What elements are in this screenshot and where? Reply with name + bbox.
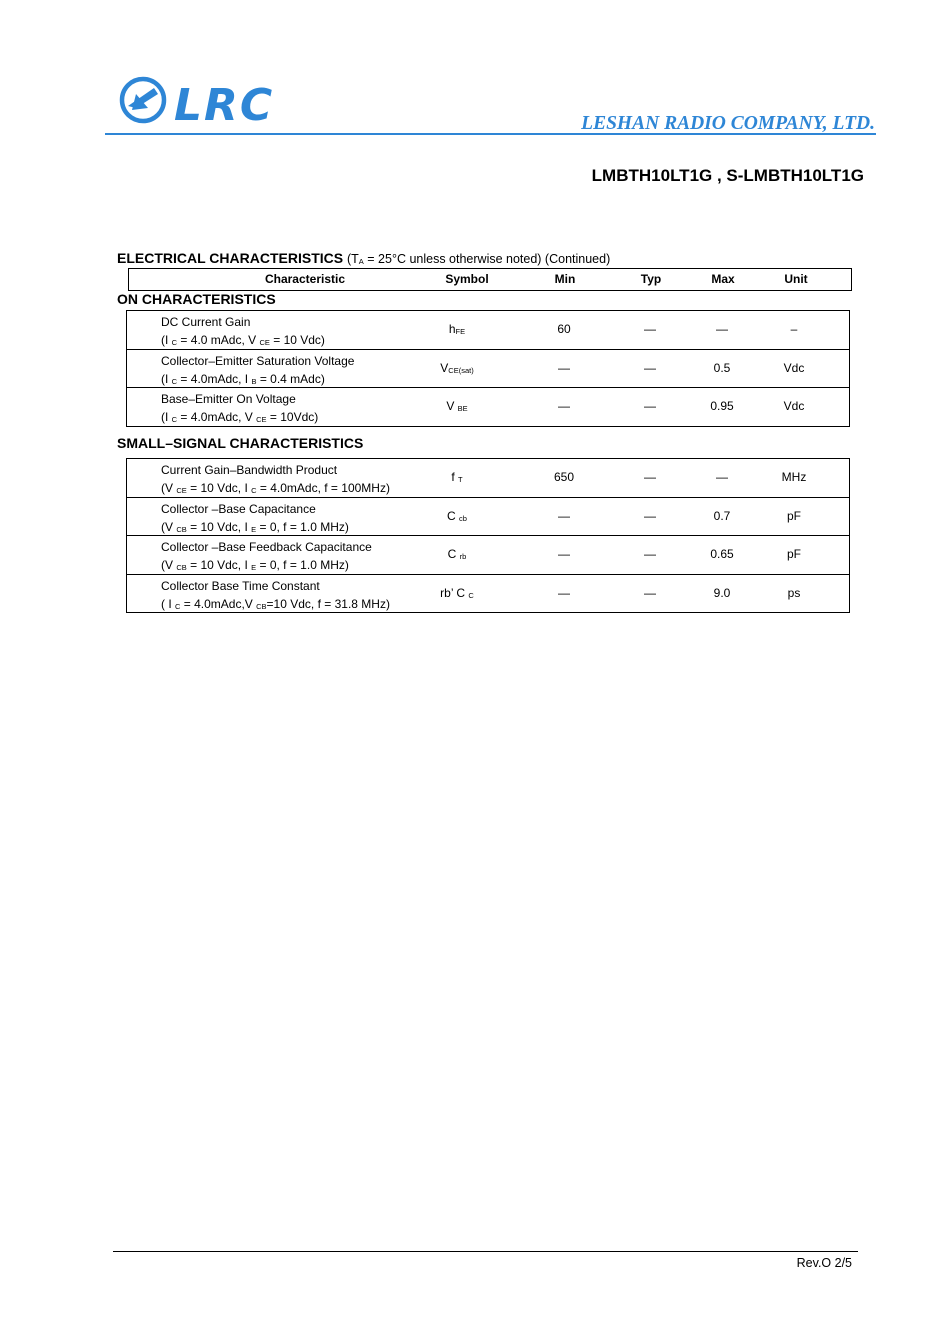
test-condition: (V $_{CB}$ = 10 Vdc, I $_E$ = 0, f = 1.0 MHz): [161, 558, 349, 572]
typ-cell: —: [644, 547, 656, 561]
table-row: [127, 311, 849, 350]
section-title: [117, 250, 610, 266]
table-row: [127, 459, 849, 498]
max-cell: 0.5: [713, 360, 731, 375]
unit-cell: Vdc: [783, 360, 805, 375]
symbol-cell: f $_T$: [451, 470, 463, 484]
symbol-cell: $h_{FE}$: [448, 322, 466, 336]
min-cell: —: [558, 399, 570, 413]
characteristic-cell: [161, 461, 390, 500]
characteristic-cell: [161, 577, 390, 616]
unit-cell: Vdc: [783, 399, 805, 413]
characteristic-cell: [161, 390, 318, 429]
max-cell: —: [716, 322, 728, 336]
group-label-small-signal: SMALL–SIGNAL CHARACTERISTICS: [117, 435, 364, 451]
company-logo: [118, 72, 298, 128]
min-cell: 60: [557, 322, 571, 336]
characteristic-cell: [161, 352, 354, 391]
symbol-cell: C $_{cb}$: [447, 508, 467, 523]
characteristic-name: Collector–Emitter Saturation Voltage: [161, 353, 355, 368]
unit-cell: ps: [787, 585, 801, 600]
min-cell: —: [558, 547, 570, 561]
table-row: [127, 388, 849, 427]
symbol-cell: C $_{rb}$: [447, 547, 467, 561]
lrc-logo-graphic: [118, 72, 298, 128]
typ-cell: —: [644, 470, 656, 484]
unit-cell: pF: [786, 508, 801, 523]
max-cell: 0.95: [710, 399, 734, 413]
column-symbol: Symbol: [445, 272, 489, 286]
symbol-cell: V $_{BE}$: [446, 399, 468, 413]
characteristic-cell: [161, 500, 349, 539]
test-condition: (I $_C$ = 4.0mAdc, V $_{CE}$ = 10Vdc): [161, 410, 319, 424]
column-characteristic: Characteristic: [264, 272, 346, 286]
document-title: LMBTH10LT1G , S-LMBTH10LT1G: [591, 166, 864, 185]
test-condition: (I $_C$ = 4.0mAdc, I $_B$ = 0.4 mAdc): [161, 371, 325, 386]
table-column-header: [128, 268, 852, 291]
min-cell: —: [558, 508, 570, 523]
characteristic-name: Collector –Base Feedback Capacitance: [161, 540, 372, 554]
characteristic-name: Collector –Base Capacitance: [161, 501, 316, 516]
logo-text: LRC: [174, 80, 275, 128]
characteristic-name: Collector Base Time Constant: [161, 578, 320, 593]
symbol-cell: rb’ C $_C$: [440, 585, 474, 600]
min-cell: —: [558, 360, 570, 375]
column-min: Min: [554, 272, 576, 286]
max-cell: 9.0: [713, 585, 731, 600]
page-number: Rev.O 2/5: [796, 1256, 852, 1270]
company-name: LESHAN RADIO COMPANY, LTD.: [581, 113, 875, 134]
table-row: [127, 575, 849, 614]
characteristic-cell: [161, 313, 325, 352]
characteristic-cell: [161, 538, 372, 577]
section-note: ($T_A = 25^\circ C$ unless otherwise noted) (Continued): [346, 252, 611, 266]
symbol-cell: $V_{CE(sat)}$: [440, 360, 474, 375]
characteristic-name: DC Current Gain: [161, 315, 251, 329]
group-label-on: ON CHARACTERISTICS: [117, 291, 276, 307]
min-cell: —: [558, 585, 570, 600]
on-characteristics-table: [126, 310, 850, 427]
table-row: [127, 498, 849, 537]
test-condition: (V $_{CB}$ = 10 Vdc, I $_E$ = 0, f = 1.0 MHz): [161, 519, 349, 534]
typ-cell: —: [644, 360, 656, 375]
characteristic-name: Base–Emitter On Voltage: [161, 392, 296, 406]
characteristic-name: Current Gain–Bandwidth Product: [161, 463, 338, 477]
typ-cell: —: [644, 585, 656, 600]
small-signal-characteristics-table: [126, 458, 850, 613]
table-row: [127, 350, 849, 389]
max-cell: 0.65: [710, 547, 734, 561]
test-condition: (V $_{CE}$ = 10 Vdc, I $_C$ = 4.0mAdc, f = 100MHz): [161, 481, 390, 495]
max-cell: 0.7: [713, 508, 731, 523]
unit-cell: MHz: [781, 470, 807, 484]
header-divider: [105, 133, 876, 135]
unit-cell: –: [790, 322, 798, 336]
test-condition: ( I $_C$ = 4.0mAdc,V $_{CB}$=10 Vdc, f = 31.8 MHz): [161, 596, 390, 611]
column-unit: Unit: [784, 272, 808, 286]
column-typ: Typ: [640, 272, 662, 286]
column-max: Max: [711, 272, 735, 286]
max-cell: —: [716, 470, 728, 484]
typ-cell: —: [644, 399, 656, 413]
footer-divider: [113, 1251, 858, 1252]
unit-cell: pF: [786, 547, 801, 561]
table-row: [127, 536, 849, 575]
test-condition: (I $_C$ = 4.0 mAdc, V $_{CE}$ = 10 Vdc): [161, 333, 325, 347]
min-cell: 650: [553, 470, 575, 484]
typ-cell: —: [644, 322, 656, 336]
typ-cell: —: [644, 508, 656, 523]
section-title-text: ELECTRICAL CHARACTERISTICS: [117, 250, 344, 266]
